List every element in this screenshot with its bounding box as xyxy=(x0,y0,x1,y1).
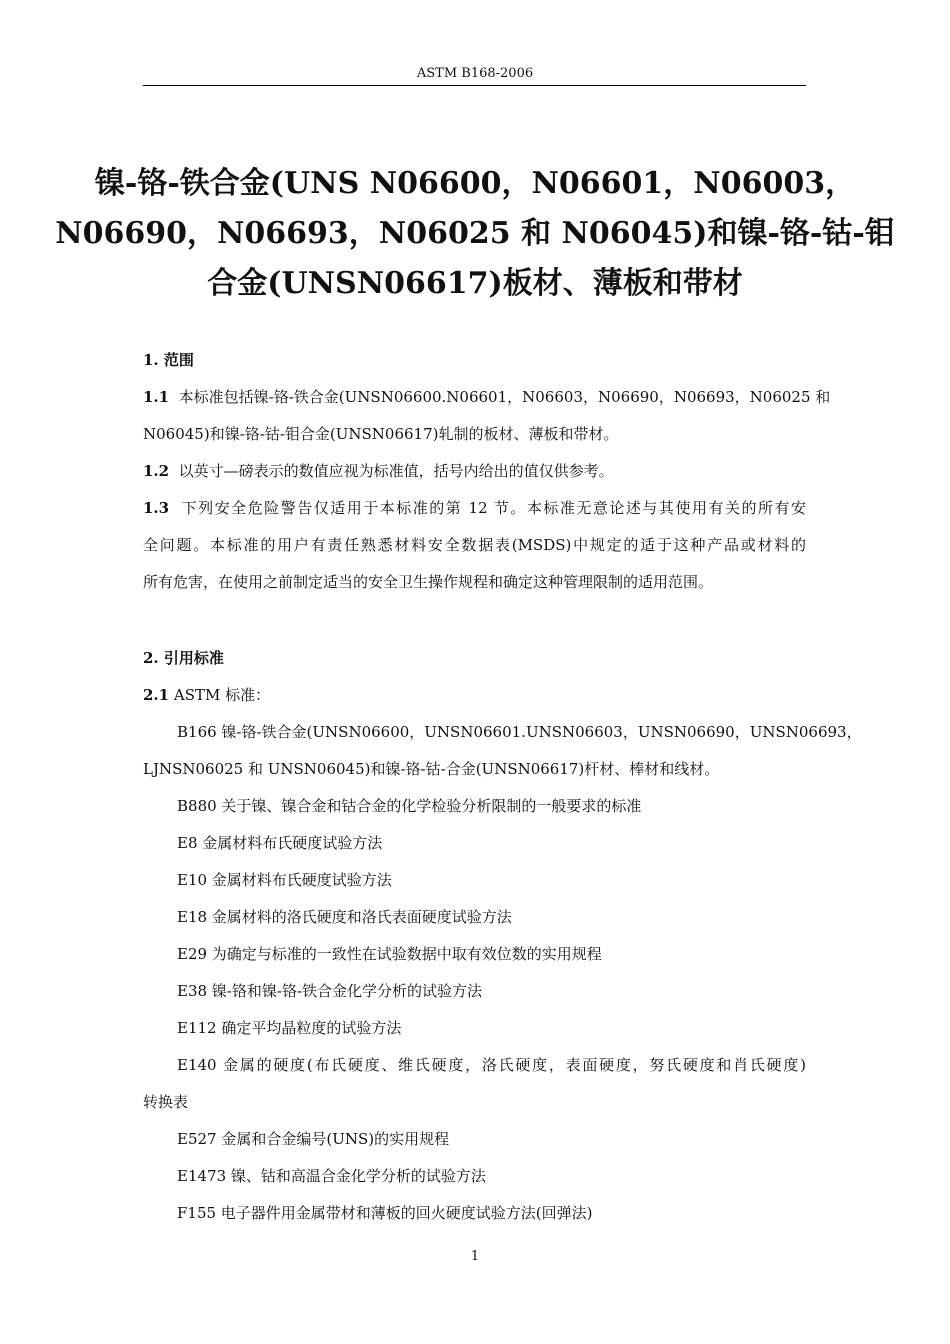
clause-number: 1.2 xyxy=(143,462,170,480)
reference-b166-line-1: B166 镍-铬-铁合金(UNSN06600，UNSN06601.UNSN06603，UNSN06690，UNSN06693， xyxy=(177,723,862,741)
reference-b166-line-2: LJNSN06025 和 UNSN06045)和镍-铬-钴-合金(UNSN06617)杆材、棒材和线材。 xyxy=(143,760,720,778)
reference-item: E29 为确定与标准的一致性在试验数据中取有效位数的实用规程 xyxy=(177,945,602,963)
running-header: ASTM B168-2006 xyxy=(416,66,534,81)
section-heading-references: 2. 引用标准 xyxy=(143,649,224,667)
clause-number: 2.1 xyxy=(143,686,170,704)
paragraph-2-1 xyxy=(143,684,270,705)
paragraph-1-3-line-1 xyxy=(143,497,806,518)
paragraph-1-3-line-2: 全问题。本标准的用户有责任熟悉材料安全数据表(MSDS)中规定的适于这种产品或材料的 xyxy=(143,536,806,554)
reference-item: E527 金属和合金编号(UNS)的实用规程 xyxy=(177,1130,450,1148)
paragraph-1-1-line-2: N06045)和镍-铬-钴-钼合金(UNSN06617)轧制的板材、薄板和带材。 xyxy=(143,425,619,443)
clause-text: ASTM 标准： xyxy=(173,686,271,704)
clause-text: 下列安全危险警告仅适用于本标准的第 12 节。本标准无意论述与其使用有关的所有安 xyxy=(181,499,806,517)
page-number: 1 xyxy=(470,1249,480,1264)
clause-number: 1.1 xyxy=(143,388,170,406)
reference-item: B880 关于镍、镍合金和钴合金的化学检验分析限制的一般要求的标准 xyxy=(177,797,642,815)
clause-text: 以英寸—磅表示的数值应视为标准值，括号内给出的值仅供参考。 xyxy=(178,462,614,480)
clause-text: 本标准包括镍-铬-铁合金(UNSN06600.N06601，N06603，N06690，N06693，N06025 和 xyxy=(178,388,831,406)
reference-item: F155 电子器件用金属带材和薄板的回火硬度试验方法(回弹法) xyxy=(177,1204,593,1222)
paragraph-1-3-line-3: 所有危害，在使用之前制定适当的安全卫生操作规程和确定这种管理限制的适用范围。 xyxy=(143,573,714,591)
clause-number: 1.3 xyxy=(143,499,170,517)
paragraph-1-2 xyxy=(143,460,614,481)
document-title-line-1: 镍-铬-铁合金(UNS N06600，N06601，N06003， xyxy=(94,166,856,201)
reference-item: E112 确定平均晶粒度的试验方法 xyxy=(177,1019,402,1037)
reference-e140-line-1: E140 金属的硬度(布氏硬度、维氏硬度，洛氏硬度，表面硬度，努氏硬度和肖氏硬度) xyxy=(177,1056,806,1074)
reference-item: E8 金属材料布氏硬度试验方法 xyxy=(177,834,383,852)
reference-item: E10 金属材料布氏硬度试验方法 xyxy=(177,871,392,889)
header-rule xyxy=(143,85,806,86)
reference-e140-line-2: 转换表 xyxy=(143,1093,189,1111)
reference-item: E38 镍-铬和镍-铬-铁合金化学分析的试验方法 xyxy=(177,982,483,1000)
reference-item: E1473 镍、钴和高温合金化学分析的试验方法 xyxy=(177,1167,486,1185)
document-title-line-2: N06690，N06693，N06025 和 N06045)和镍-铬-钴-钼 xyxy=(55,216,895,251)
document-title-line-3: 合金(UNSN06617)板材、薄板和带材 xyxy=(207,266,743,301)
reference-item: E18 金属材料的洛氏硬度和洛氏表面硬度试验方法 xyxy=(177,908,512,926)
paragraph-1-1-line-1 xyxy=(143,386,831,407)
section-heading-scope: 1. 范围 xyxy=(143,351,194,369)
